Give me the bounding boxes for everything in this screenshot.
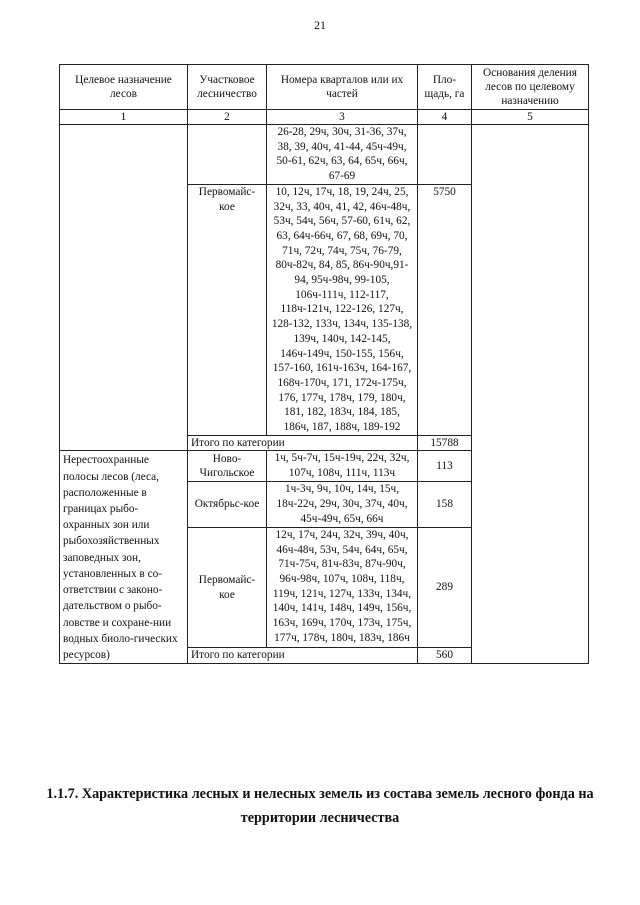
total-label: Итого по категории xyxy=(188,648,418,664)
header-purpose: Целевое назначение лесов xyxy=(60,65,188,110)
area-cell: 5750 xyxy=(418,184,472,435)
basis-cell xyxy=(472,125,589,664)
column-number: 2 xyxy=(188,110,267,125)
forest-purpose-table xyxy=(59,64,589,664)
area-cell: 113 xyxy=(418,451,472,482)
forestry-cell: Первомайс-кое xyxy=(188,527,267,647)
quarters-cell: 26-28, 29ч, 30ч, 31-36, 37ч, 38, 39, 40ч, 41-44, 45ч-49ч, 50-61, 62ч, 63, 64, 65ч, 66ч, 67-69 xyxy=(267,125,418,185)
column-number: 3 xyxy=(267,110,418,125)
quarters-cell: 1ч, 5ч-7ч, 15ч-19ч, 22ч, 32ч, 107ч, 108ч, 111ч, 113ч xyxy=(267,451,418,482)
category-cell-continued xyxy=(60,125,188,451)
column-number: 4 xyxy=(418,110,472,125)
section-heading: 1.1.7. Характеристика лесных и нелесных земель из состава земель лесного фонда на территории лесничества xyxy=(46,786,594,826)
total-label: Итого по категории xyxy=(188,435,418,451)
column-number: 1 xyxy=(60,110,188,125)
forestry-cell-empty xyxy=(188,125,267,185)
quarters-cell: 10, 12ч, 17ч, 18, 19, 24ч, 25, 32ч, 33, 40ч, 41, 42, 46ч-48ч, 53ч, 54ч, 56ч, 57-60, 61ч, 62, 63, 64ч-66ч, 67, 68, 69ч, 70, 71ч, 72ч, 74ч, 75ч, 76-79, 80ч-82ч, 84, 85, 86ч-90ч,91-94, 95ч-98ч, 99-105, 106ч-111ч, 112-117, 118ч-121ч, 122-126, 127ч, 128-132, 133ч, 134ч, 135-138, 139ч, 140ч, 142-145, 146ч-149ч, 150-155, 156ч, 157-160, 161ч-163ч, 164-167, 168ч-170ч, 171, 172ч-175ч, 176, 177ч, 178ч, 179, 180ч, 181, 182, 183ч, 184, 185, 186ч, 187, 188ч, 189-192 xyxy=(267,184,418,435)
header-forestry: Участковое лесничество xyxy=(188,65,267,110)
header-quarters: Номера кварталов или их частей xyxy=(267,65,418,110)
quarters-cell: 12ч, 17ч, 24ч, 32ч, 39ч, 40ч, 46ч-48ч, 53ч, 54ч, 64ч, 65ч, 71ч-75ч, 81ч-83ч, 87ч-90ч, 96ч-98ч, 107ч, 108ч, 118ч, 119ч, 121ч, 127ч, 133ч, 134ч, 140ч, 141ч, 148ч, 149ч, 156ч, 163ч, 169ч, 170ч, 173ч, 175ч, 177ч, 178ч, 180ч, 183ч, 186ч xyxy=(267,527,418,647)
table-row xyxy=(60,125,589,185)
area-cell: 289 xyxy=(418,527,472,647)
area-cell: 158 xyxy=(418,482,472,528)
column-number-row xyxy=(60,110,589,125)
category-cell xyxy=(60,451,188,664)
quarters-cell: 1ч-3ч, 9ч, 10ч, 14ч, 15ч, 18ч-22ч, 29ч, 30ч, 37ч, 40ч, 45ч-49ч, 65ч, 66ч xyxy=(267,482,418,528)
category-label: Нерестоохранные полосы лесов (леса, расположенные в границах рыбо-охранных зон или рыбохозяйственных заповедных зон, установленных в со-ответствии с законо-дательством о рыбо-ловстве и сохране-нии водных биоло-гических ресурсов) xyxy=(63,454,178,661)
forestry-cell: Ново-Чигольское xyxy=(188,451,267,482)
table-header-row xyxy=(60,65,589,110)
header-area: Пло-щадь, га xyxy=(418,65,472,110)
total-area: 15788 xyxy=(418,435,472,451)
area-cell-empty xyxy=(418,125,472,185)
page-number: 21 xyxy=(314,18,326,32)
forestry-cell: Октябрьс-кое xyxy=(188,482,267,528)
forestry-cell: Первомайс-кое xyxy=(188,184,267,435)
total-area: 560 xyxy=(418,648,472,664)
column-number: 5 xyxy=(472,110,589,125)
header-basis: Основания деления лесов по целевому назначению xyxy=(472,65,589,110)
